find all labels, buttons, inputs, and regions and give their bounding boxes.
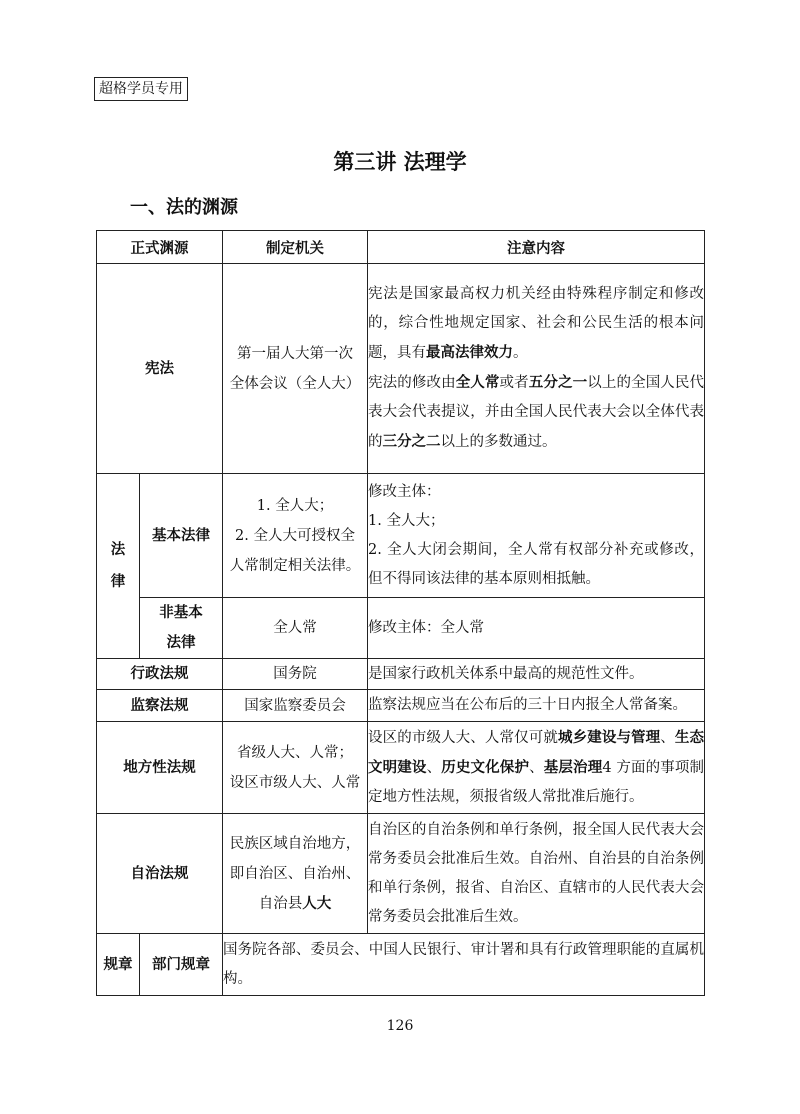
- notes-department-rules: 国务院各部、委员会、中国人民银行、审计署和具有行政管理职能的直属机构。: [223, 934, 705, 996]
- notes-admin: 是国家行政机关体系中最高的规范性文件。: [368, 659, 705, 690]
- notes-autonomy: 自治区的自治条例和单行条例，报全国人民代表大会常务委员会批准后生效。自治州、自治县的自治条例和单行条例，报省、自治区、直辖市的人民代表大会常务委员会批准后生效。: [368, 814, 705, 934]
- row-label-basic-law: 基本法律: [140, 474, 223, 598]
- notes-local: 设区的市级人大、人常仅可就城乡建设与管理、生态文明建设、历史文化保护、基层治理4 方面的事项制定地方性法规，须报省级人常批准后施行。: [368, 722, 705, 814]
- notes-supervision: 监察法规应当在公布后的三十日内报全人常备案。: [368, 690, 705, 722]
- authority-line: 人常制定相关法律。: [229, 557, 361, 574]
- header-source: 正式渊源: [97, 231, 223, 264]
- row-label-department-rules: 部门规章: [140, 934, 223, 996]
- authority-local: [223, 722, 368, 814]
- header-authority: 制定机关: [223, 231, 368, 264]
- table-header-row: [97, 231, 705, 264]
- notes-nonbasic-law: 修改主体：全人常: [368, 598, 705, 659]
- note-paragraph: 2. 全人大闭会期间，全人常有权部分补充或修改，但不得同该法律的基本原则相抵触。: [368, 541, 704, 587]
- table-row: [97, 659, 705, 690]
- law-sources-table: [96, 230, 705, 996]
- row-label-nonbasic-law: 非基本 法律: [140, 598, 223, 659]
- row-label-local: 地方性法规: [97, 722, 223, 814]
- authority-basic-law: [223, 474, 368, 598]
- authority-line: 自治县人大: [258, 894, 332, 912]
- authority-supervision: 国家监察委员会: [223, 690, 368, 722]
- authority-nonbasic-law: 全人常: [223, 598, 368, 659]
- authority-autonomy: [223, 814, 368, 934]
- row-label-admin: 行政法规: [97, 659, 223, 690]
- note-paragraph: 宪法的修改由全人常或者五分之一以上的全国人民代表大会代表提议，并由全国人民代表大会以全体代表的三分之二以上的多数通过。: [368, 374, 705, 450]
- notes-constitution: [368, 264, 705, 474]
- table-row: [97, 474, 705, 598]
- authority-constitution: [223, 264, 368, 474]
- authority-line: 即自治区、自治州、: [229, 865, 361, 882]
- table-row: [97, 722, 705, 814]
- authority-admin: 国务院: [223, 659, 368, 690]
- row-label-autonomy: 自治法规: [97, 814, 223, 934]
- table-row: [97, 934, 705, 996]
- authority-line: 2. 全人大可授权全: [235, 527, 355, 544]
- row-label-law: 法 律: [97, 474, 140, 659]
- row-label-supervision: 监察法规: [97, 690, 223, 722]
- row-label-constitution: 宪法: [97, 264, 223, 474]
- note-paragraph: 宪法是国家最高权力机关经由特殊程序制定和修改的，综合性地规定国家、社会和公民生活的根本问题，具有最高法律效力。: [368, 286, 704, 361]
- authority-line: 1. 全人大；: [256, 497, 334, 514]
- row-label-rules: 规章: [97, 934, 140, 996]
- authority-line: 民族区域自治地方，: [229, 835, 361, 852]
- note-paragraph: 1. 全人大；: [368, 512, 445, 529]
- table-row: [97, 264, 705, 474]
- notes-basic-law: [368, 474, 705, 598]
- table-row: [97, 814, 705, 934]
- table-row: [97, 598, 705, 659]
- section-heading: 一、法的渊源: [130, 197, 238, 218]
- authority-line: 设区市级人大、人常: [229, 774, 361, 791]
- header-notes: 注意内容: [368, 231, 705, 264]
- authority-line: 第一届人大第一次: [237, 345, 353, 362]
- authority-line: 省级人大、人常；: [237, 744, 353, 761]
- note-paragraph: 修改主体：: [368, 483, 441, 500]
- authority-line: 全体会议（全人大）: [229, 375, 361, 392]
- page-number: 126: [386, 1018, 414, 1034]
- page-title: 第三讲 法理学: [333, 149, 467, 174]
- document-tag: 超格学员专用: [94, 77, 188, 101]
- table-row: [97, 690, 705, 722]
